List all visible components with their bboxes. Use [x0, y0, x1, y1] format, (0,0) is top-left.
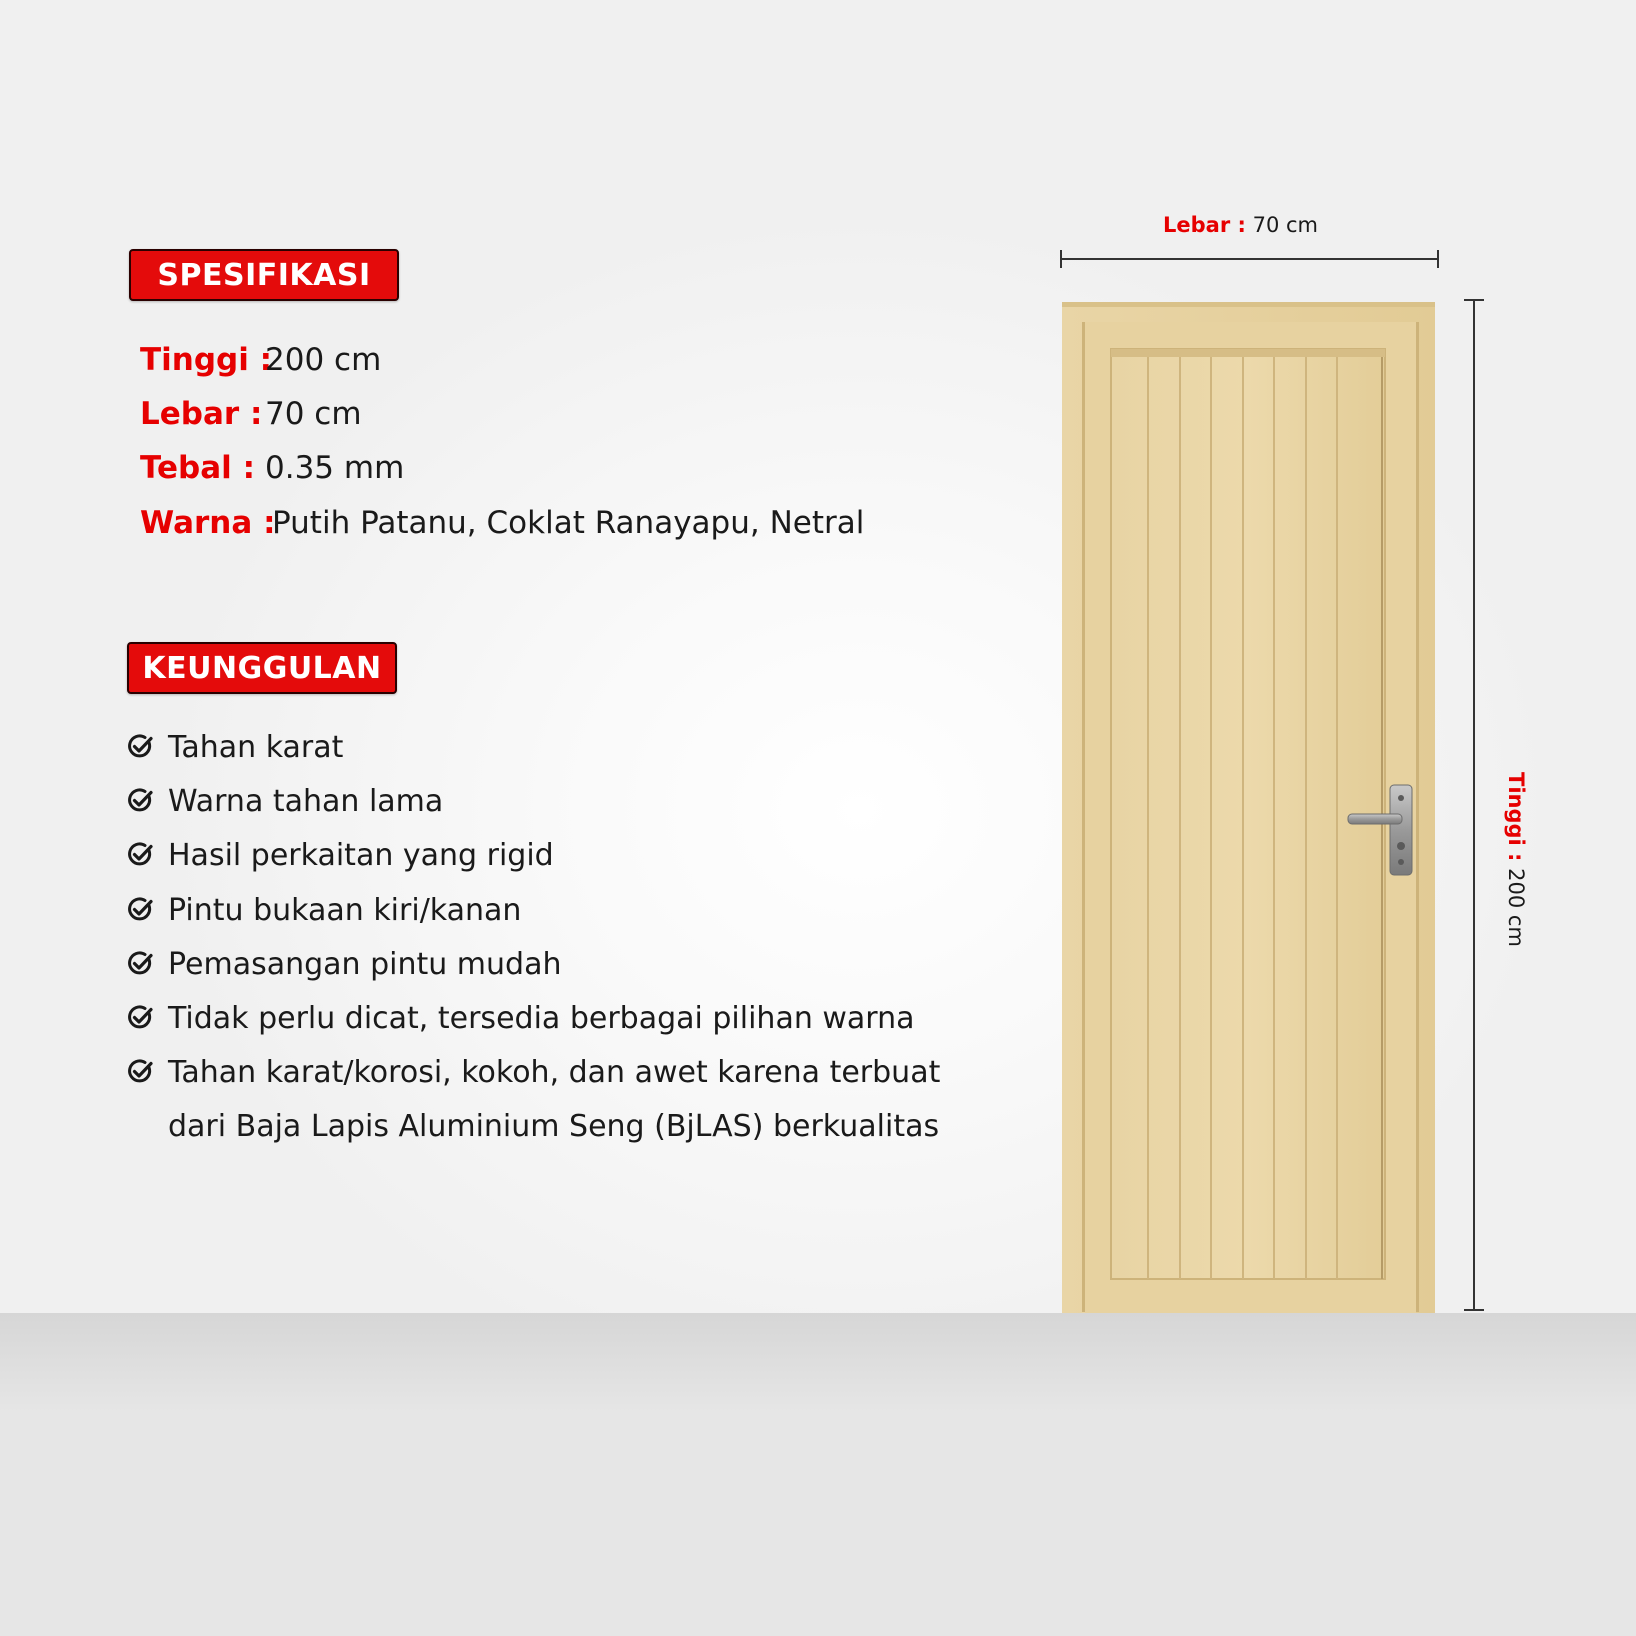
- spec-label: Lebar :: [140, 396, 263, 432]
- keunggulan-title: KEUNGGULAN: [142, 650, 382, 686]
- spec-value: 0.35 mm: [265, 450, 405, 486]
- spec-label: Tebal :: [140, 450, 255, 486]
- spec-value: Putih Patanu, Coklat Ranayapu, Netral: [272, 505, 865, 541]
- spec-label: Tinggi :: [140, 342, 273, 378]
- width-dimension-key: Lebar :: [1163, 213, 1246, 237]
- list-item-text: Hasil perkaitan yang rigid: [168, 838, 554, 873]
- door-panel: [1111, 349, 1385, 1279]
- list-item-text: Tahan karat/korosi, kokoh, dan awet karena terbuat: [168, 1055, 941, 1090]
- spesifikasi-title: SPESIFIKASI: [157, 257, 371, 293]
- width-dimension-line: [1061, 250, 1438, 268]
- list-item-text: Tidak perlu dicat, tersedia berbagai pilihan warna: [168, 1001, 915, 1036]
- list-item-text: Tahan karat: [168, 730, 344, 765]
- door-frame-right-shadow: [1416, 322, 1419, 1312]
- spec-value: 70 cm: [265, 396, 362, 432]
- list-item-text: Pintu bukaan kiri/kanan: [168, 893, 522, 928]
- height-dimension-value: 200 cm: [1504, 868, 1528, 947]
- height-dimension-key: Tinggi :: [1504, 772, 1528, 862]
- list-item-text: Pemasangan pintu mudah: [168, 947, 562, 982]
- height-dimension-line: [1464, 300, 1484, 1310]
- list-item-text: dari Baja Lapis Aluminium Seng (BjLAS) berkualitas: [168, 1109, 940, 1144]
- door-frame-top-shadow: [1062, 302, 1435, 307]
- width-dimension-value: 70 cm: [1252, 213, 1318, 237]
- door-panel-top-rail: [1111, 349, 1385, 357]
- spec-value: 200 cm: [265, 342, 382, 378]
- spec-label: Warna :: [140, 505, 276, 541]
- door-frame-left-shadow: [1082, 322, 1085, 1312]
- list-item-text: Warna tahan lama: [168, 784, 444, 819]
